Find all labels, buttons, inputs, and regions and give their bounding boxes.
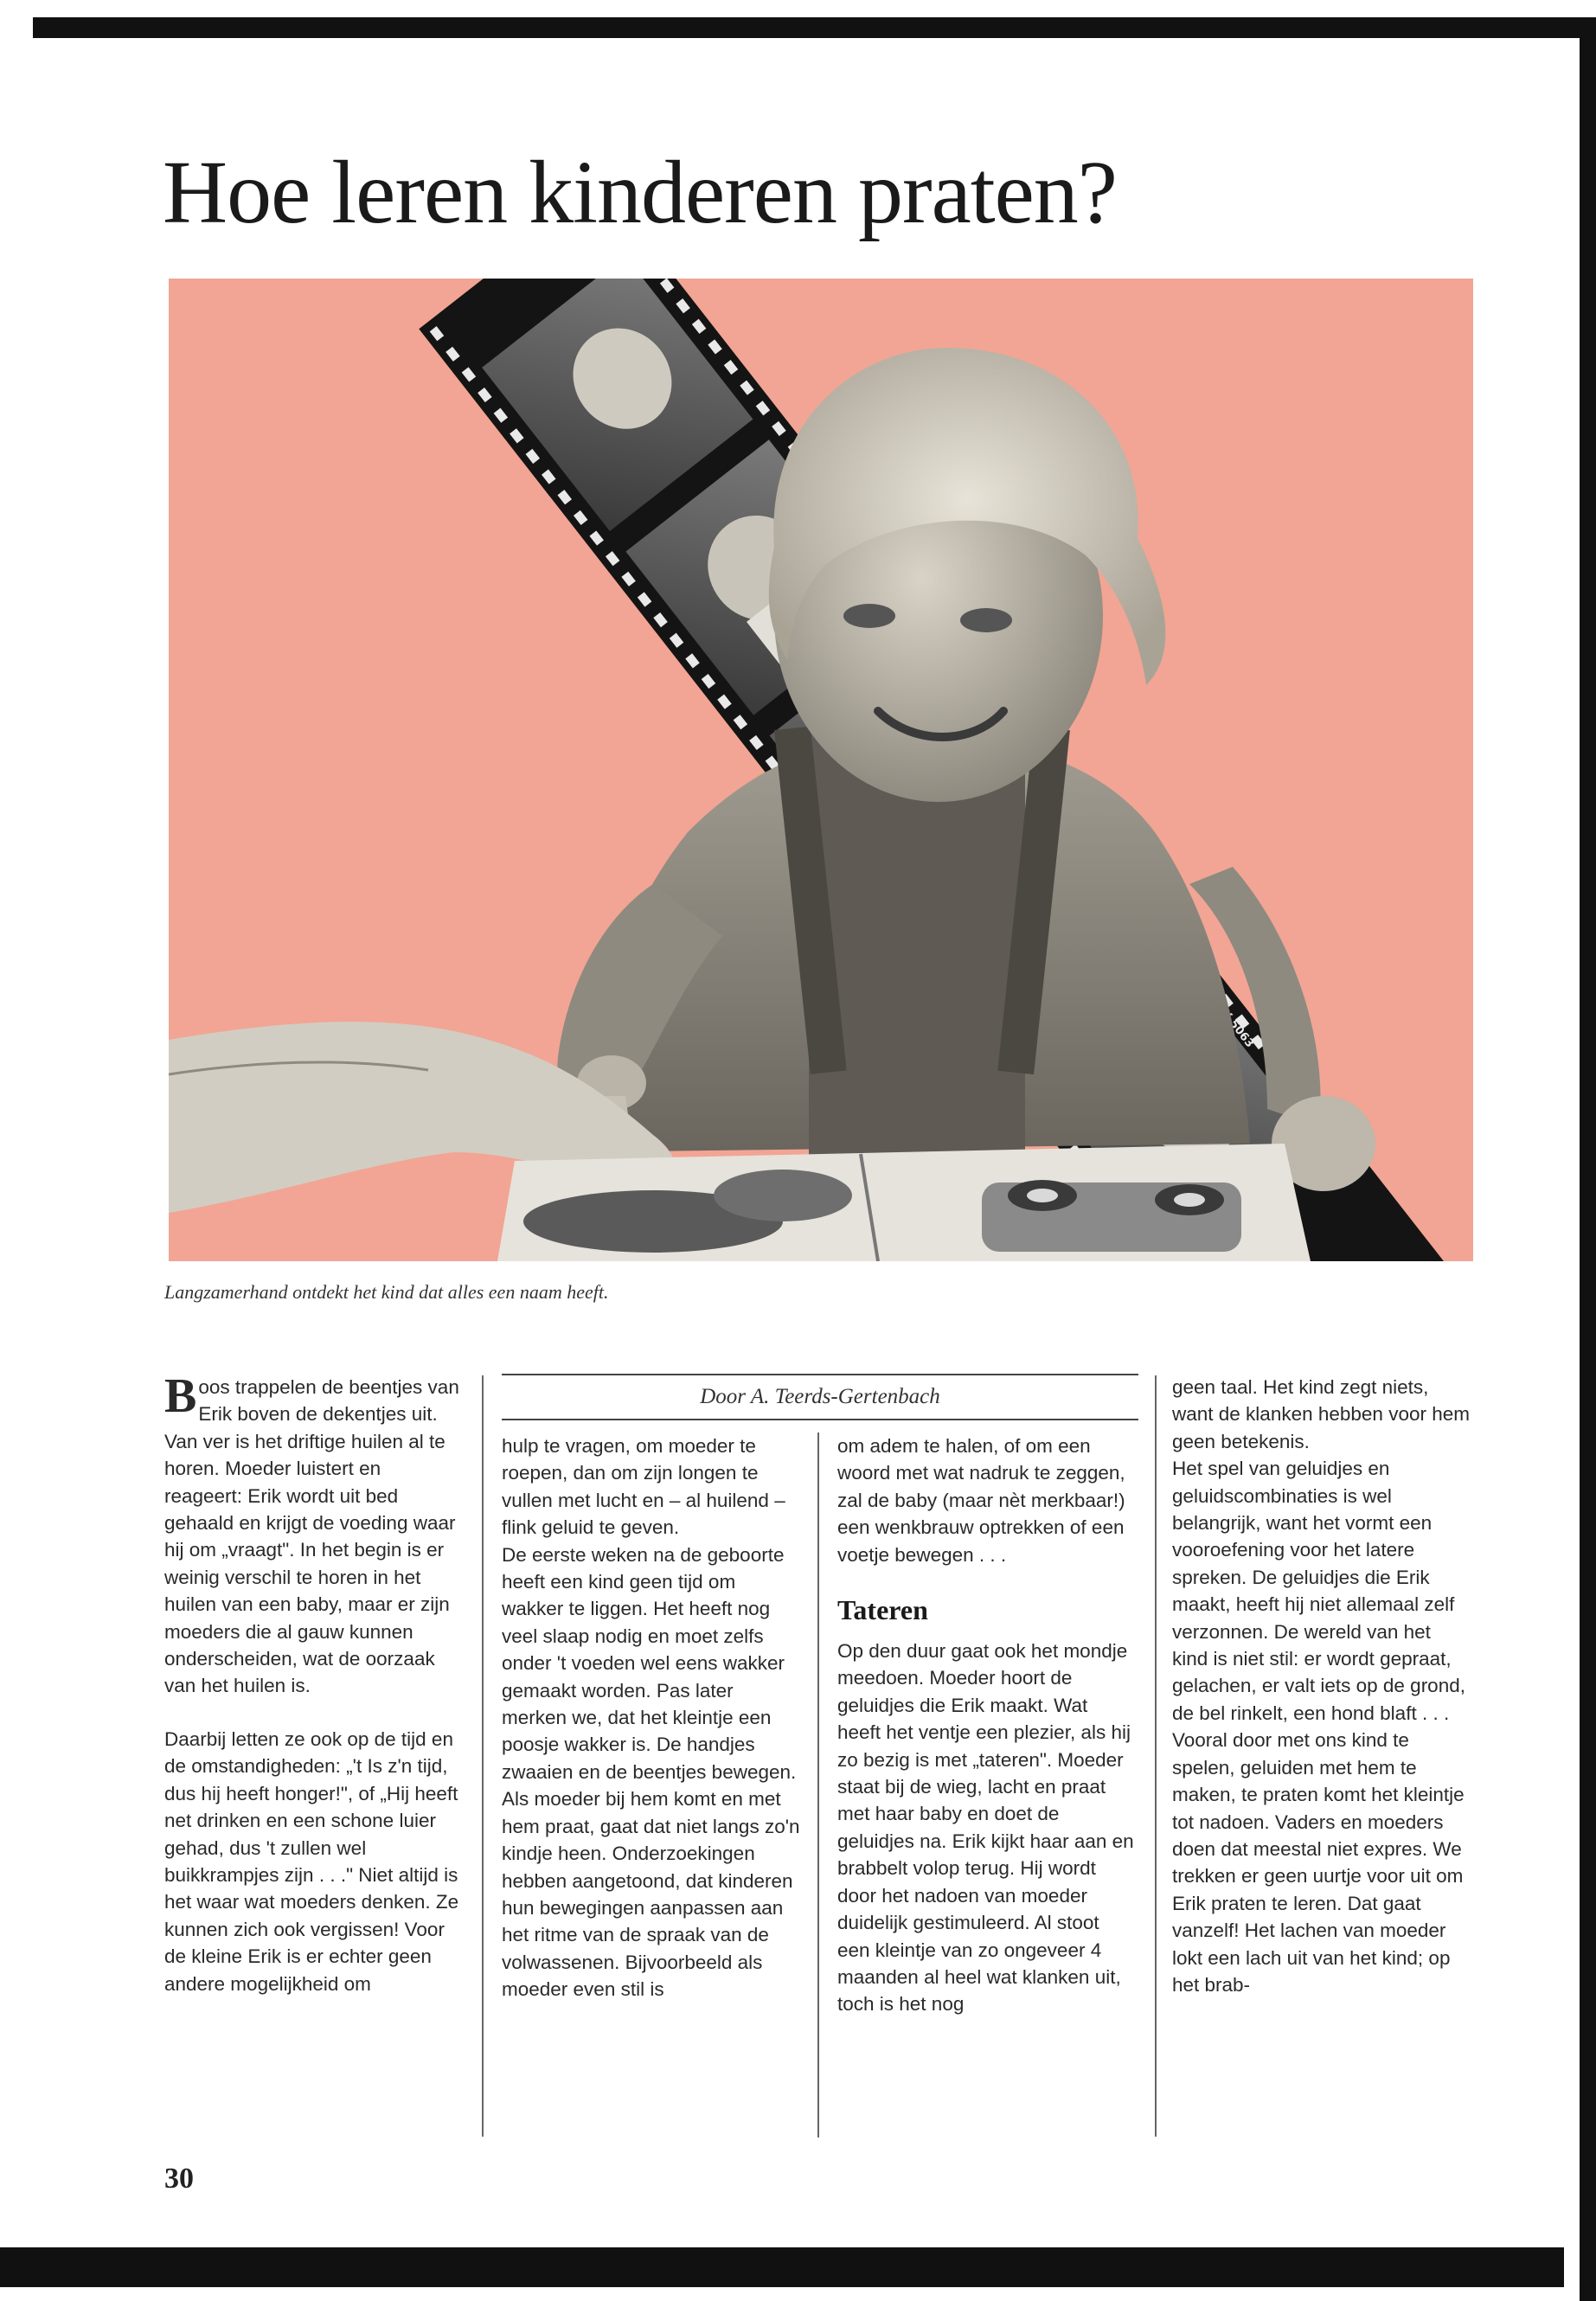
paragraph: Het spel van geluidjes en geluidscombinaties is wel belangrijk, want het vormt een vooroefening voor het latere spreken. De geluidjes die Erik maakt, heeft hij niet allemaal zelf verzonnen. De wereld van het kind is niet stil: er wordt gepraat, gelachen, er valt iets op de grond, de bel rinkelt, een hond blaft . . . — [1172, 1458, 1465, 1724]
paragraph — [164, 1369, 463, 1700]
subheading-tateren: Tateren — [837, 1594, 928, 1626]
text-column-1 — [164, 1369, 463, 1997]
right-border-bar — [1580, 17, 1596, 2301]
byline-rule-bottom — [502, 1419, 1138, 1420]
film-label-2: 5063 — [1226, 1017, 1257, 1051]
column-divider — [1155, 1375, 1157, 2137]
byline: Door A. Teerds-Gertenbach — [700, 1385, 940, 1408]
child-overalls — [809, 746, 1025, 1178]
column-divider — [817, 1433, 819, 2138]
paragraph: Daarbij letten ze ook op de tijd en de omstandigheden: „'t Is z'n tijd, dus hij heeft honger!", of „Hij heeft net drinken en een schone luier gehad, dus 't zullen wel buikkrampjes zijn . . ." Niet altijd is het waar wat moeders denken. Ze kunnen zich ook vergissen! Voor de kleine Erik is er echter geen andere mogelijkheid om — [164, 1727, 459, 1995]
article-title: Hoe leren kinderen praten? — [163, 143, 1117, 242]
column-divider — [482, 1375, 484, 2137]
page-number: 30 — [164, 2163, 194, 2195]
paragraph: geen taal. Het kind zegt niets, want de klanken hebben voor hem geen betekenis. — [1172, 1376, 1470, 1452]
photo-caption: Langzamerhand ontdekt het kind dat alles een naam heeft. — [164, 1281, 609, 1303]
paragraph: hulp te vragen, om moeder te roepen, dan om zijn longen te vullen met lucht en – al huilend – flink geluid te geven. — [502, 1435, 785, 1539]
paragraph: Op den duur gaat ook het mondje meedoen. Moeder hoort de geluidjes die Erik maakt. Wat heeft het ventje een plezier, als hij zo bezig is met „tateren". Moeder staat bij de wieg, lacht en praat met haar baby en doet de geluidjes na. Erik kijkt haar aan en brabbelt volop terug. Hij wordt door het nadoen van moeder duidelijk gestimuleerd. Al stoot een kleintje van zo ongeveer 4 maanden al heel wat klanken uit, toch is het nog — [837, 1640, 1134, 2016]
drop-cap: B — [164, 1369, 197, 1423]
paragraph: De eerste weken na de geboorte heeft een kind geen tijd om wakker te liggen. Het heeft nog veel slaap nodig en moet zelfs onder 't voeden wel eens wakker gemaakt worden. Pas later merken we, dat het kleintje een poosje wakker is. De handjes zwaaien en de beentjes bewegen. Als moeder bij hem komt en met hem praat, gaat dat niet langs zo'n kindje heen. Onderzoekingen hebben aangetoond, dat kinderen hun bewegingen aanpassen aan het ritme van de spraak van de volwassenen. Bijvoorbeeld als moeder even stil is — [502, 1543, 800, 2001]
hero-photo — [169, 279, 1473, 1261]
paragraph: Vooral door met ons kind te spelen, geluiden met hem te maken, te praten komt het kleintje tot nadoen. Vaders en moeders doen dat meestal niet expres. We trekken er geen uurtje voor uit om Erik praten te leren. Dat gaat vanzelf! Het lachen van moeder lokt een lach uit van het kind; op het brab- — [1172, 1729, 1465, 1996]
paragraph-text: oos trappelen de beentjes van Erik boven de dekentjes uit. Van ver is het driftige huilen al te horen. Moeder luistert en reageert: Erik wordt uit bed gehaald en krijgt de voeding waar hij om „vraagt". In het begin is er weinig verschil te horen in het huilen van een baby, maar er zijn moeders die al gauw kunnen onderscheiden, wat de oorzaak van het huilen is. — [164, 1376, 459, 1697]
byline-box — [502, 1374, 1138, 1422]
picture-book — [497, 1144, 1311, 1261]
text-column-3 — [837, 1433, 1136, 2018]
top-border-bar — [33, 17, 1596, 38]
byline-rule-top — [502, 1374, 1138, 1375]
bottom-border-bar — [0, 2247, 1564, 2287]
text-column-4 — [1172, 1374, 1471, 1998]
text-column-2 — [502, 1433, 800, 2003]
paragraph: om adem te halen, of om een woord met wat nadruk te zeggen, zal de baby (maar nèt merkbaar!) een wenkbrauw optrekken of een voetje bewegen . . . — [837, 1435, 1125, 1566]
